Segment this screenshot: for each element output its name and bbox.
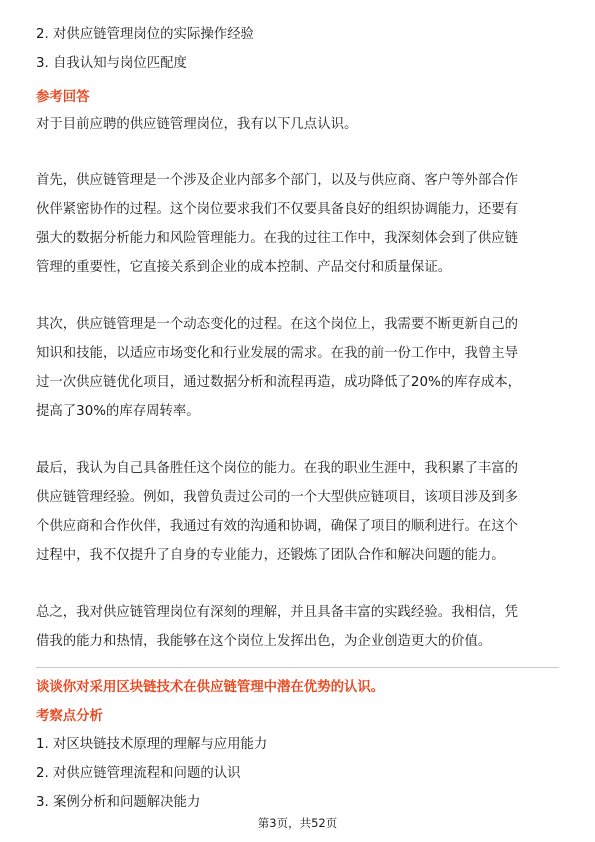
paragraph-3-line: 最后，我认为自己具备胜任这个岗位的能力。在我的职业生涯中，我积累了丰富的 <box>36 461 519 476</box>
page-number: 第3页，共52页 <box>257 816 338 830</box>
paragraph-3-line: 供应链管理经验。例如，我曾负责过公司的一个大型供应链项目，该项目涉及到多 <box>36 490 519 505</box>
analysis-point-1: 1. 对区块链技术原理的理解与应用能力 <box>36 737 268 752</box>
exam-point-3: 3. 自我认知与岗位匹配度 <box>36 56 187 71</box>
analysis-heading: 考察点分析 <box>36 709 103 724</box>
analysis-point-2: 2. 对供应链管理流程和问题的认识 <box>36 766 241 781</box>
analysis-point-3: 3. 案例分析和问题解决能力 <box>36 795 201 810</box>
paragraph-2-line: 知识和技能，以适应市场变化和行业发展的需求。在我的前一份工作中，我曾主导 <box>36 346 519 361</box>
answer-intro: 对于目前应聘的供应链管理岗位，我有以下几点认识。 <box>36 117 358 132</box>
question-title: 谈谈你对采用区块链技术在供应链管理中潜在优势的认识。 <box>36 680 385 695</box>
paragraph-3-line: 过程中，我不仅提升了自身的专业能力，还锻炼了团队合作和解决问题的能力。 <box>36 548 505 563</box>
paragraph-1-line: 首先，供应链管理是一个涉及企业内部多个部门，以及与供应商、客户等外部合作 <box>36 173 519 188</box>
paragraph-2-line: 提高了30%的库存周转率。 <box>36 404 200 419</box>
paragraph-4-line: 借我的能力和热情，我能够在这个岗位上发挥出色，为企业创造更大的价值。 <box>36 634 492 649</box>
paragraph-3-line: 个供应商和合作伙伴，我通过有效的沟通和协调，确保了项目的顺利进行。在这个 <box>36 519 519 534</box>
paragraph-4-line: 总之，我对供应链管理岗位有深刻的理解，并且具备丰富的实践经验。我相信，凭 <box>36 605 519 620</box>
paragraph-1-line: 强大的数据分析能力和风险管理能力。在我的过往工作中，我深刻体会到了供应链 <box>36 231 519 246</box>
paragraph-2-line: 过一次供应链优化项目，通过数据分析和流程再造，成功降低了20%的库存成本， <box>36 375 522 390</box>
paragraph-1-line: 伙伴紧密协作的过程。这个岗位要求我们不仅要具备良好的组织协调能力，还要有 <box>36 202 519 217</box>
paragraph-1-line: 管理的重要性，它直接关系到企业的成本控制、产品交付和质量保证。 <box>36 260 452 275</box>
exam-point-2: 2. 对供应链管理岗位的实际操作经验 <box>36 27 254 42</box>
answer-heading: 参考回答 <box>36 90 90 105</box>
section-divider <box>36 667 559 668</box>
paragraph-2-line: 其次，供应链管理是一个动态变化的过程。在这个岗位上，我需要不断更新自己的 <box>36 317 519 332</box>
